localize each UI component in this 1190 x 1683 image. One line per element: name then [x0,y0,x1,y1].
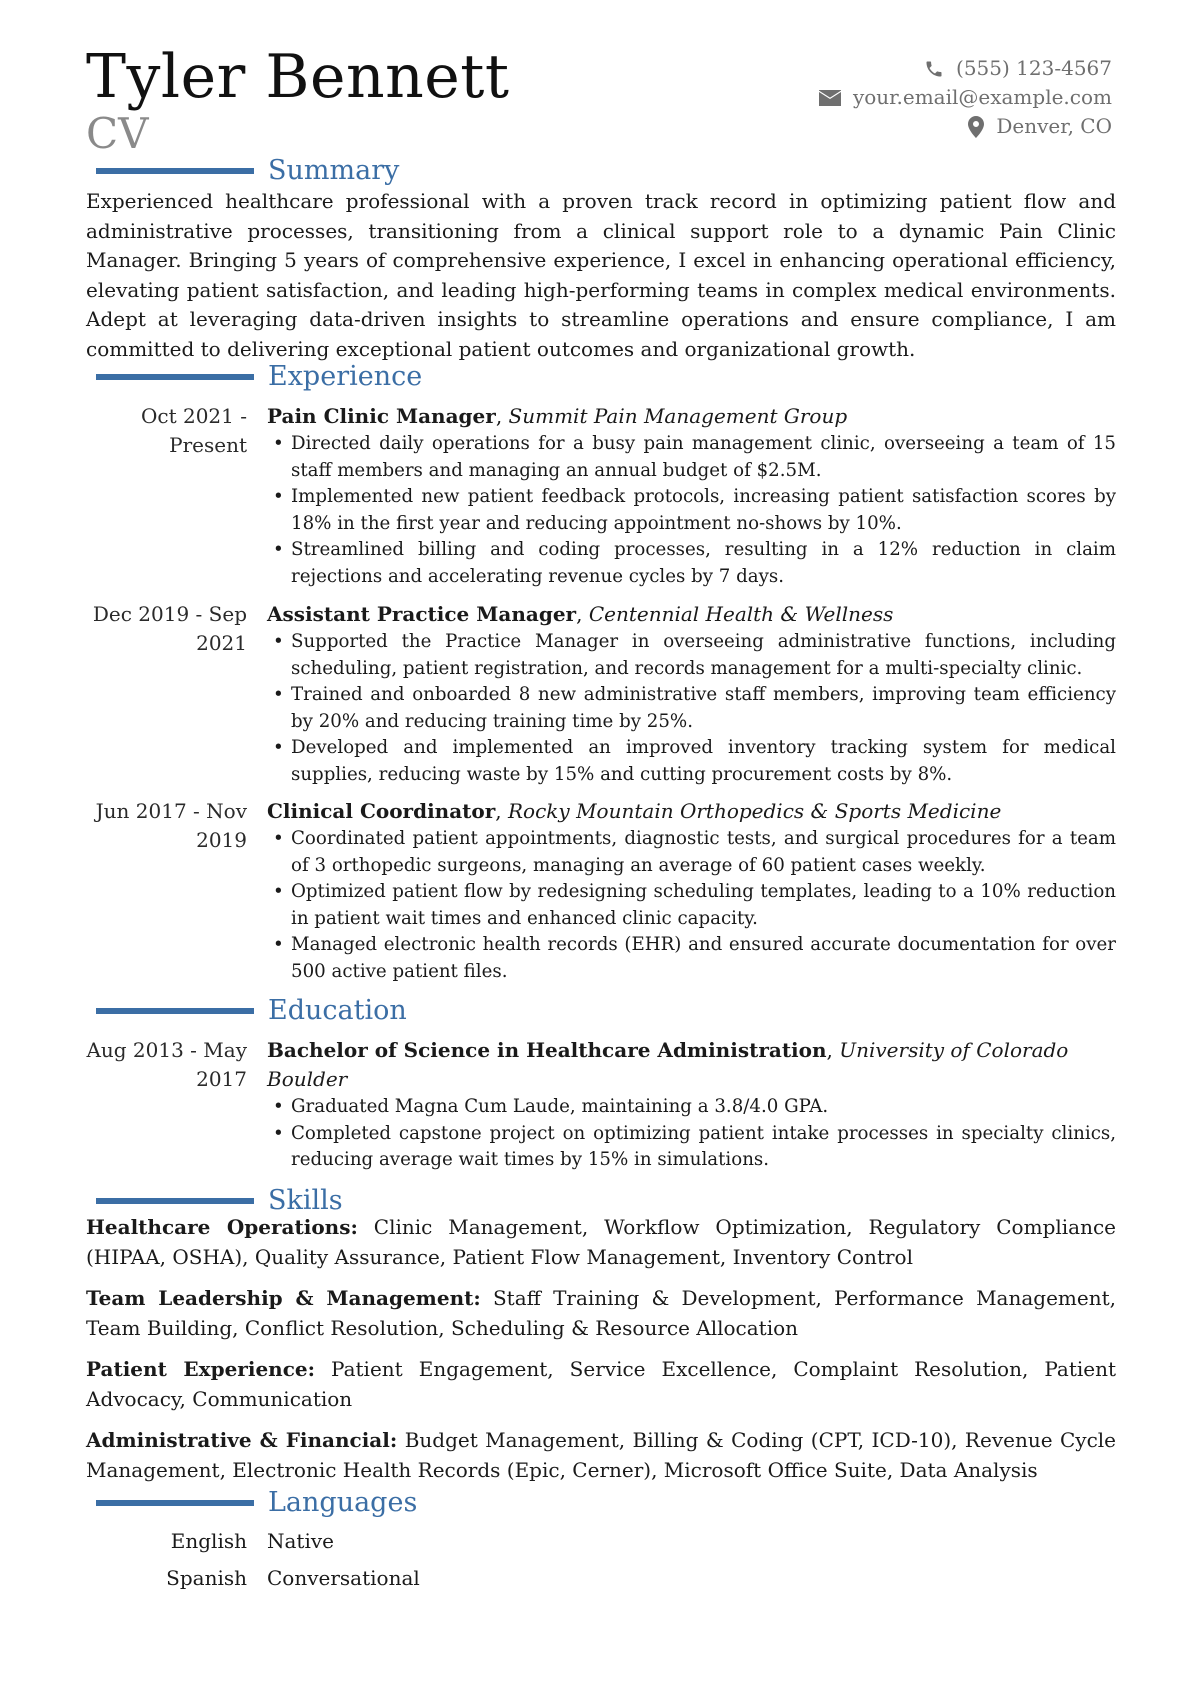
degree-name: Bachelor of Science in Healthcare Administration [267,1038,827,1062]
entry-date: Aug 2013 - May 2017 [86,1038,247,1091]
location-text: Denver, CO [996,114,1112,138]
entry-title: Pain Clinic Manager, Summit Pain Management Group [267,404,848,428]
bullet-item: • Trained and onboarded 8 new administrative staff members, improving team efficiency by 20% and reducing training time by 25%. [267,682,1116,735]
section-title-summary: Summary [268,155,400,186]
summary-text: Experienced healthcare professional with a proven track record in optimizing patient flow and administrative processes, transitioning from a clinical support role to a dynamic Pain Clinic Manager. Bringing 5 years of comprehensive experience, I excel in enhancing operational efficiency, elevating patient satisfaction, and leading high-performing teams in complex medical environments. Adept at leveraging data-driven insights to streamline operations and ensure compliance, I am committed to delivering exceptional patient outcomes and organizational growth. [86,189,1116,361]
language-level: Conversational [267,1566,420,1590]
entry-date: Dec 2019 - Sep 2021 [92,602,247,655]
skill-group [86,1284,1116,1343]
job-organization: Centennial Health & Wellness [588,602,894,626]
job-organization: Summit Pain Management Group [508,404,848,428]
phone-icon [924,59,944,79]
section-accent-bar [96,374,254,380]
language-name: Spanish [166,1566,247,1590]
skill-group [86,1355,1116,1414]
section-title-education: Education [268,995,407,1026]
section-title-experience: Experience [268,361,423,392]
job-role: Clinical Coordinator [267,799,496,823]
skill-group-text: Patient Engagement, Service Excellence, Complaint Resolution, Patient Advocacy, Communication [86,1357,1117,1411]
bullet-item: • Implemented new patient feedback protocols, increasing patient satisfaction scores by 18% in the first year and reducing appointment no-shows by 10%. [267,484,1116,537]
skill-group-label: Administrative & Financial: [86,1428,398,1452]
entry-title: Assistant Practice Manager, Centennial Health & Wellness [267,602,894,626]
document-subtitle: CV [86,109,149,158]
entry-bullets [267,629,1116,788]
bullet-item: • Directed daily operations for a busy pain management clinic, overseeing a team of 15 staff members and managing an annual budget of $2.5M. [267,431,1116,484]
bullet-item: • Supported the Practice Manager in overseeing administrative functions, including scheduling, patient registration, and records management for a multi-specialty clinic. [267,629,1116,682]
skill-group-label: Patient Experience: [86,1357,315,1381]
skill-group [86,1213,1116,1272]
section-accent-bar [96,1198,254,1204]
person-name: Tyler Bennett [86,42,510,112]
map-pin-icon [968,116,984,138]
section-header-education [96,994,407,1028]
language-level: Native [267,1529,334,1553]
school-name: University of Colorado Boulder [267,1038,1069,1091]
skill-group-label: Team Leadership & Management: [86,1286,481,1310]
bullet-item: • Graduated Magna Cum Laude, maintaining a 3.8/4.0 GPA. [267,1094,1116,1121]
job-role: Pain Clinic Manager [267,404,496,428]
bullet-item: • Streamlined billing and coding processes, resulting in a 12% reduction in claim rejections and accelerating revenue cycles by 7 days. [267,537,1116,590]
email-text[interactable]: your.email@example.com [852,85,1112,109]
section-header-languages [96,1486,417,1520]
section-header-experience [96,360,422,394]
contact-phone [819,54,1112,83]
bullet-item: • Managed electronic health records (EHR) and ensured accurate documentation for over 500 active patient files. [267,932,1116,985]
skill-group-text: Clinic Management, Workflow Optimization, Regulatory Compliance (HIPAA, OSHA), Quality Assurance, Patient Flow Management, Inventory Control [86,1215,1117,1269]
entry-title: Clinical Coordinator, Rocky Mountain Orthopedics & Sports Medicine [267,799,1002,823]
entry-date: Oct 2021 - Present [140,404,247,457]
job-organization: Rocky Mountain Orthopedics & Sports Medicine [508,799,1002,823]
phone-text: (555) 123-4567 [956,56,1112,80]
bullet-item: • Completed capstone project on optimizing patient intake processes in specialty clinics, reducing average wait times by 15% in simulations. [267,1121,1116,1174]
skill-group-label: Healthcare Operations: [86,1215,358,1239]
entry-title: Bachelor of Science in Healthcare Administration, University of Colorado Boulder [267,1038,1069,1091]
skill-group-text: Staff Training & Development, Performance Management, Team Building, Conflict Resolution, Scheduling & Resource Allocation [86,1286,1116,1340]
bullet-item: • Coordinated patient appointments, diagnostic tests, and surgical procedures for a team of 3 orthopedic surgeons, managing an average of 60 patient cases weekly. [267,826,1116,879]
skill-group [86,1426,1116,1485]
contact-block [819,54,1112,141]
language-row [86,1526,1116,1556]
envelope-icon [819,90,841,106]
skill-group-text: Budget Management, Billing & Coding (CPT, ICD-10), Revenue Cycle Management, Electronic Health Records (Epic, Cerner), Microsoft Office Suite, Data Analysis [86,1428,1117,1482]
entry-bullets [267,431,1116,590]
contact-email[interactable] [819,83,1112,112]
job-role: Assistant Practice Manager [267,602,577,626]
entry-date: Jun 2017 - Nov 2019 [95,799,247,852]
language-name: English [170,1529,247,1553]
bullet-item: • Optimized patient flow by redesigning scheduling templates, leading to a 10% reduction in patient wait times and enhanced clinic capacity. [267,879,1116,932]
contact-location [819,112,1112,141]
entry-bullets [267,1094,1116,1174]
section-title-skills: Skills [268,1185,343,1216]
entry-bullets [267,826,1116,985]
section-accent-bar [96,168,254,174]
section-header-summary [96,154,399,188]
section-title-languages: Languages [268,1487,418,1518]
language-row [86,1563,1116,1593]
section-accent-bar [96,1500,254,1506]
bullet-item: • Developed and implemented an improved inventory tracking system for medical supplies, reducing waste by 15% and cutting procurement costs by 8%. [267,735,1116,788]
section-accent-bar [96,1008,254,1014]
